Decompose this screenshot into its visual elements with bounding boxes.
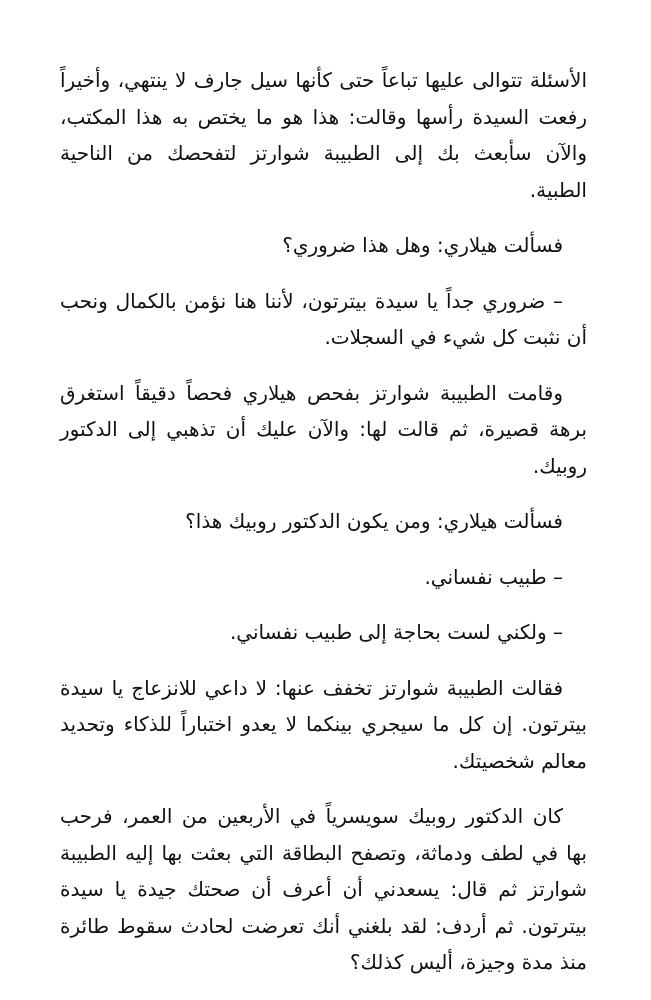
paragraph-2: فسألت هيلاري: وهل هذا ضروري؟ <box>282 233 563 257</box>
paragraph-8: فقالت الطبيبة شوارتز تخفف عنها: لا داعي للانزعاج يا سيدة بيترتون. إن كل ما سيجري بينكما لا يعدو اختباراً للذكاء وتحديد معالم شخصيتك. <box>60 675 587 773</box>
paragraph-6: – طبيب نفساني. <box>424 564 563 589</box>
paragraph-9: كان الدكتور روبيك سويسرياً في الأربعين من العمر، فرحب بها في لطف ودماثة، وتصفح البطاقة التي بعثت بها إليه الطبيبة شوارتز ثم قال: يسعدني أن أعرف أن صحتك جيدة يا سيدة بيترتون. ثم أردف: لقد بلغني أنك تعرضت لحادث سقوط طائرة منذ مدة وجيزة، أليس كذلك؟ <box>60 804 587 974</box>
paragraph-4: وقامت الطبيبة شوارتز بفحص هيلاري فحصاً دقيقاً استغرق برهة قصيرة، ثم قالت لها: والآن عليك أن تذهبي إلى الدكتور روبيك. <box>60 380 587 478</box>
book-page <box>60 62 587 1000</box>
paragraph-1: الأسئلة تتوالى عليها تباعاً حتى كأنها سيل جارف لا ينتهي، وأخيراً رفعت السيدة رأسها وقالت: هذا هو ما يختص به هذا المكتب، والآن سأبعث بك إلى الطبيبة شوارتز لتفحصك من الناحية الطبية. <box>60 68 587 202</box>
paragraph-5: فسألت هيلاري: ومن يكون الدكتور روبيك هذا؟ <box>185 509 563 533</box>
paragraph-3: – ضروري جداً يا سيدة بيترتون، لأننا هنا نؤمن بالكمال ونحب أن نثبت كل شيء في السجلات. <box>60 288 587 349</box>
paragraph-7: – ولكني لست بحاجة إلى طبيب نفساني. <box>229 620 563 644</box>
